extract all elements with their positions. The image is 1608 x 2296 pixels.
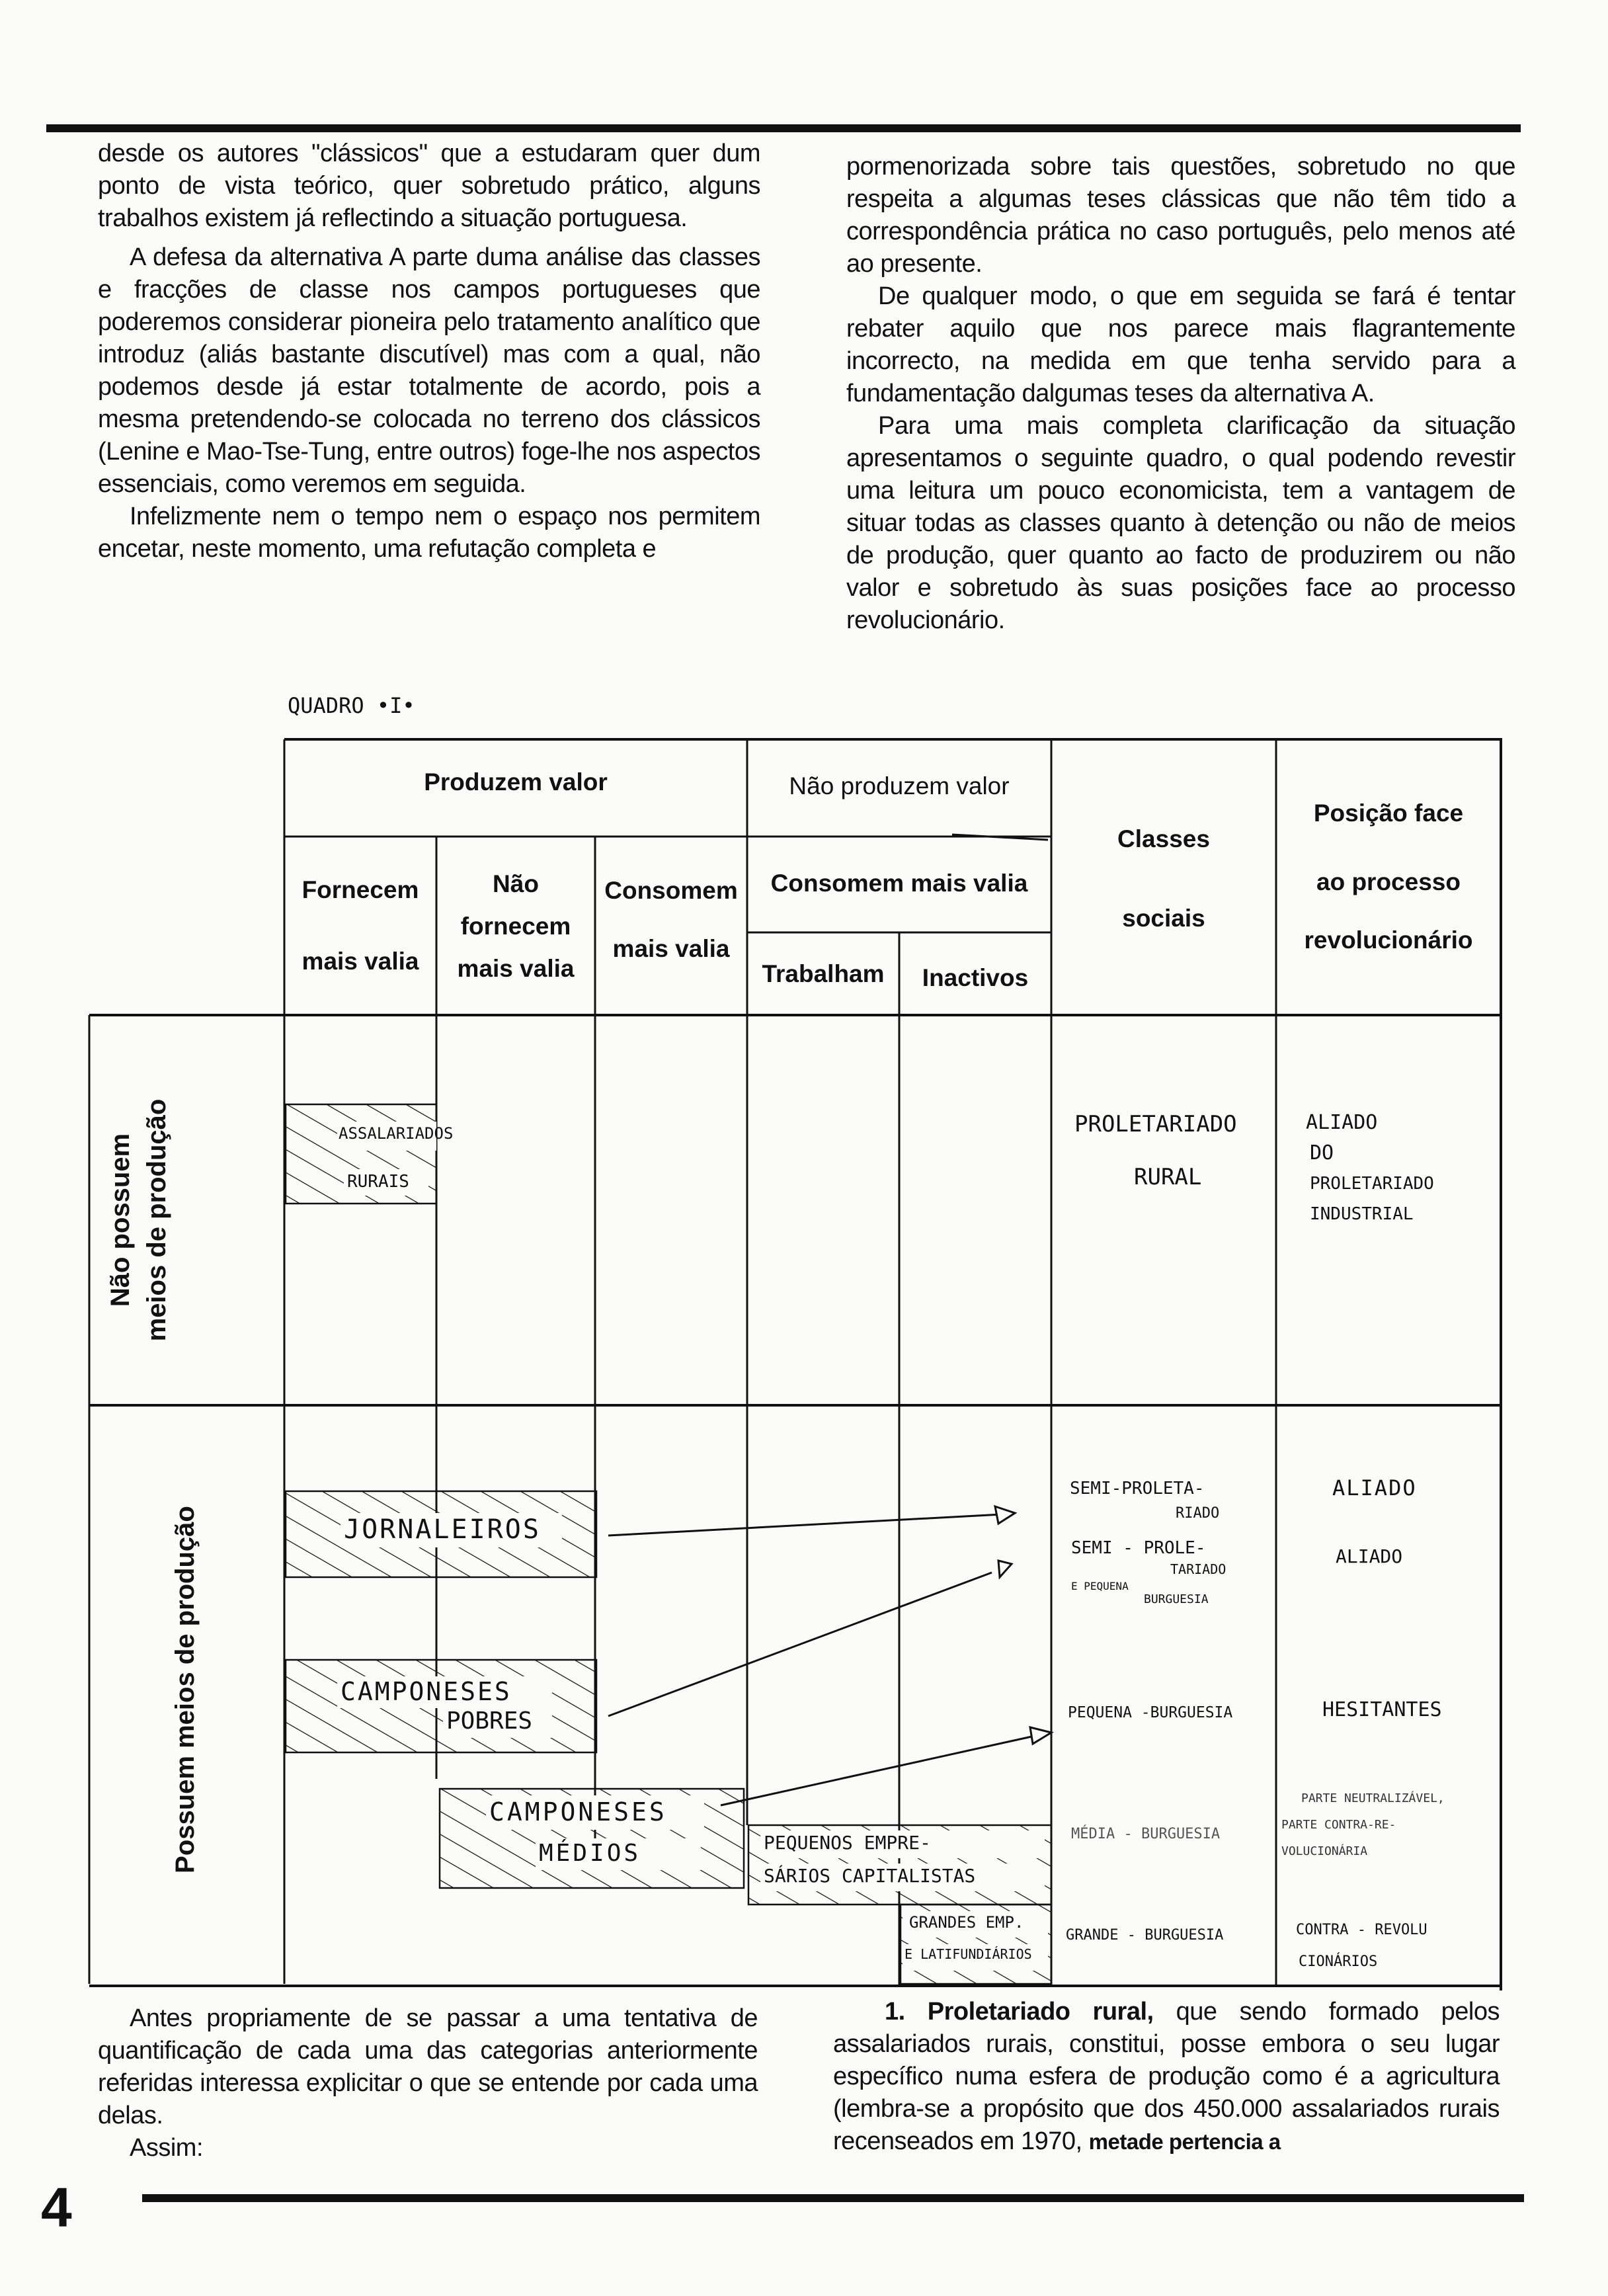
paragraph: Assim: (130, 2134, 203, 2162)
tag-grandes-2: E LATIFUNDIÁRIOS (904, 1946, 1032, 1962)
tag-jornaleiros: JORNALEIROS (344, 1514, 541, 1545)
paragraph: pormenorizada sobre tais questões, sobretudo no que respeita a algumas teses clássicas que não têm tido a correspondência prática no caso português, pelo menos até ao presente. (846, 153, 1515, 278)
tag-camponeses-pobres-1: CAMPONESES (341, 1677, 512, 1706)
paragraph: Antes propriamente de se passar a uma tentativa de quantificação de cada uma das categorias anteriormente referidas interessa explicitar o que se entende por cada uma delas. (98, 2004, 758, 2129)
tag-camponeses-medios-1: CAMPONESES (489, 1797, 667, 1826)
left-column-bottom (98, 2002, 758, 2164)
header-nao-produzem-valor: Não produzem valor (789, 772, 1010, 800)
tag-pequenos-1: PEQUENOS EMPRE- (764, 1832, 931, 1854)
page-number: 4 (41, 2176, 72, 2238)
pos-media: PARTE NEUTRALIZÁVEL, PARTE CONTRA-RE- VOLUCIONÁRIA (1281, 1791, 1445, 1858)
row-label-nao-possuem: Não possuem meios de produção (106, 1098, 171, 1342)
paragraph: desde os autores "clássicos" que a estudaram quer dum ponto de vista teórico, quer sobretudo prático, alguns trabalhos existem já reflectindo a situação portuguesa. (98, 140, 760, 232)
paragraph: A defesa da alternativa A parte duma análise das classes e fracções de classe nos campos portugueses que poderemos considerar pioneira pelo tratamento analítico que introduz (aliás bastante discutível) mas com a qual, não podemos desde já estar totalmente de acordo, pois a mesma pretendendo-se colocada no terreno dos clássicos (Lenine e Mao-Tse-Tung, entre outros) foge-lhe nos aspectos essenciais, como veremos em seguida. (98, 243, 760, 498)
item-lead: Proletariado rural, (927, 1998, 1154, 2026)
tag-camponeses-pobres-2: POBRES (446, 1707, 533, 1735)
pos-hesitantes: HESITANTES (1322, 1698, 1442, 1721)
header-nao-fornecem: Não fornecem mais valia (457, 870, 575, 982)
paragraph: Infelizmente nem o tempo nem o espaço nos permitem encetar, neste momento, uma refutação completa e (98, 503, 760, 563)
header-posicao: Posição face ao processo revolucionário (1304, 800, 1473, 954)
tag-grandes-1: GRANDES EMP. (909, 1913, 1024, 1932)
tag-camponeses-medios-2: MÉDIOS (539, 1840, 641, 1867)
header-consomem-mais-valia: Consomem mais valia (770, 870, 1028, 897)
paragraph: De qualquer modo, o que em seguida se fará é tentar rebater aquilo que nos parece mais flagrantemente incorrecto, na medida em que tenha servido para a fundamentação dalgumas teses da alternativa A. (846, 282, 1515, 407)
class-grande-burguesia: GRANDE - BURGUESIA (1066, 1927, 1224, 1944)
class-media-burguesia: MÉDIA - BURGUESIA (1071, 1826, 1221, 1842)
table-caption: QUADRO •I• (288, 693, 415, 718)
header-produzem-valor: Produzem valor (424, 768, 608, 796)
item-number: 1. (885, 1998, 905, 2026)
class-semi-proletariado-pb: SEMI - PROLE- TARIADO E PEQUENA BURGUESIA (1071, 1538, 1226, 1606)
header-consomem: Consomem mais valia (604, 877, 738, 962)
pos-aliado-proletariado: ALIADO DO PROLETARIADO INDUSTRIAL (1306, 1111, 1434, 1224)
item-tail: metade pertencia a (1088, 2129, 1281, 2154)
class-semi-proletariado: SEMI-PROLETA- RIADO (1070, 1479, 1220, 1522)
header-fornecem: Fornecem mais valia (302, 876, 419, 975)
paragraph (833, 1996, 1500, 2158)
row-label-possuem: Possuem meios de produção (171, 1506, 200, 1873)
tag-rurais: RURAIS (347, 1172, 409, 1192)
pos-aliado-2: ALIADO (1336, 1545, 1403, 1567)
tag-assalariados: ASSALARIADOS (339, 1124, 454, 1143)
pos-aliado-1: ALIADO (1332, 1475, 1417, 1500)
header-inactivos: Inactivos (922, 964, 1029, 991)
header-classes-sociais: Classes sociais (1117, 825, 1210, 932)
class-proletariado-rural: PROLETARIADO RURAL (1074, 1111, 1237, 1190)
pos-contra: CONTRA - REVOLU CIONÁRIOS (1296, 1922, 1427, 1970)
item-text: que sendo formado pelos assalariados rurais, constitui, posse embora o seu lugar específico numa esfera de produção como é a agricultura (lembra-se a propósito que dos 450.000 assalariados rurais recenseados em 1970, (833, 1998, 1500, 2155)
header-trabalham: Trabalham (762, 960, 885, 987)
tag-pequenos-2: SÁRIOS CAPITALISTAS (764, 1865, 976, 1887)
paragraph: Para uma mais completa clarificação da situação apresentamos o seguinte quadro, o qual podendo revestir uma leitura um pouco economicista, tem a vantagem de situar todas as classes quanto à detenção ou não de meios de produção, quer quanto ao facto de produzirem ou não valor e sobretudo às suas posições face ao processo revolucionário. (846, 412, 1515, 634)
right-column-bottom (833, 1996, 1500, 2158)
class-pequena-burguesia: PEQUENA -BURGUESIA (1068, 1704, 1233, 1721)
